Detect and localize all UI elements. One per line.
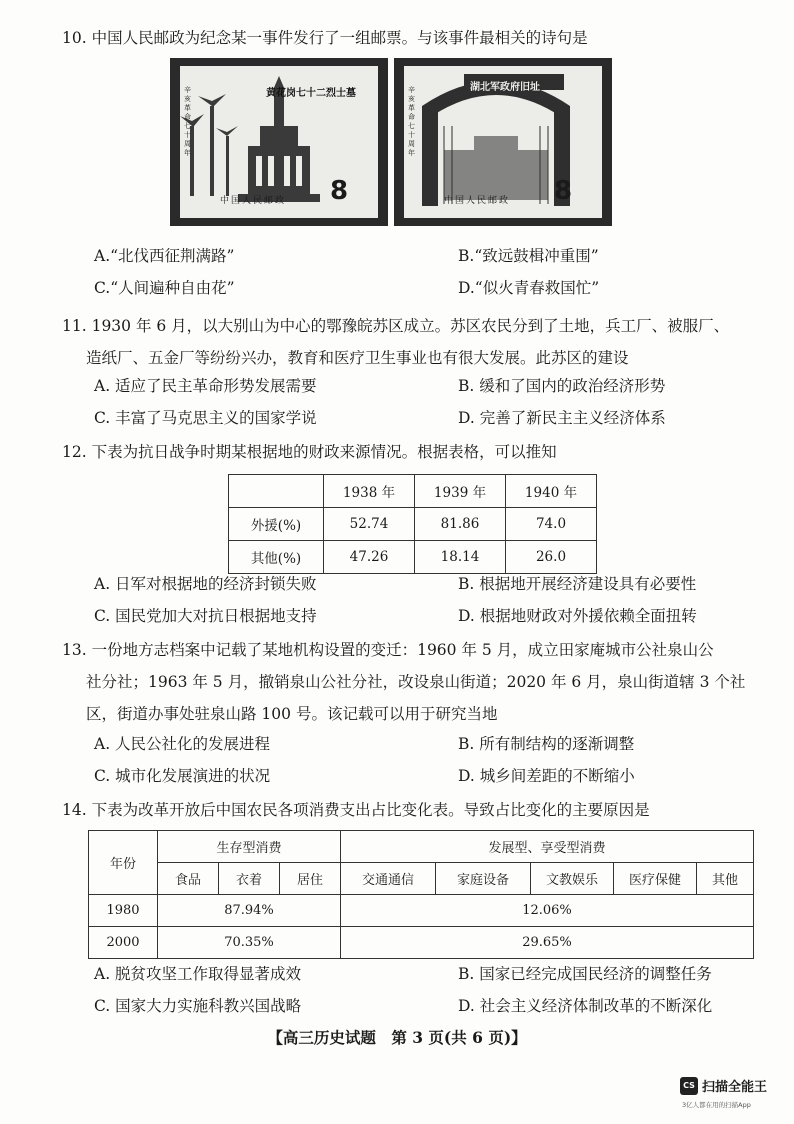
question-12-stem: 12. 下表为抗日战争时期某根据地的财政来源情况。根据表格，可以推知 bbox=[62, 443, 557, 461]
q14-consumption-table bbox=[88, 830, 754, 959]
q14-option-d: D. 社会主义经济体制改革的不断深化 bbox=[458, 997, 713, 1015]
table-subheader-cell: 文教娱乐 bbox=[531, 863, 614, 895]
q12-option-b: B. 根据地开展经济建设具有必要性 bbox=[458, 575, 697, 593]
q10-option-a: A.“北伐西征荆满路” bbox=[94, 247, 235, 265]
table-header-cell-group-2: 发展型、享受型消费 bbox=[341, 831, 754, 863]
table-cell: 47.26 bbox=[324, 541, 415, 574]
table-cell: 70.35% bbox=[158, 927, 341, 959]
table-subheader-cell: 其他 bbox=[697, 863, 754, 895]
q13-option-d: D. 城乡间差距的不断缩小 bbox=[458, 767, 635, 785]
table-header-row bbox=[229, 475, 597, 508]
stamp-hubei-post-label: 中国人民邮政 bbox=[444, 196, 511, 206]
q10-option-b: B.“致远鼓楫冲重围” bbox=[458, 247, 599, 265]
q12-finance-table bbox=[228, 474, 597, 574]
table-cell: 29.65% bbox=[341, 927, 754, 959]
page-footer: 【高三历史试题 第 3 页(共 6 页)】 bbox=[267, 1028, 527, 1047]
question-14 bbox=[62, 794, 650, 826]
table-header-cell-group-1: 生存型消费 bbox=[158, 831, 341, 863]
stamp-huanghuagang-side-text: 辛亥革命七十周年 bbox=[184, 86, 191, 157]
q10-option-d: D.“似火青春救国忙” bbox=[458, 279, 600, 297]
table-header-cell: 1940 年 bbox=[506, 475, 597, 508]
table-cell: 87.94% bbox=[158, 895, 341, 927]
stamp-huanghuagang-caption: 黄花岗七十二烈士墓 bbox=[266, 88, 356, 99]
camscanner-logo-icon: CS bbox=[680, 1077, 698, 1095]
q11-option-a: A. 适应了民主革命形势发展需要 bbox=[94, 377, 317, 395]
q12-option-c: C. 国民党加大对抗日根据地支持 bbox=[94, 607, 317, 625]
question-10-stem: 10. 中国人民邮政为纪念某一事件发行了一组邮票。与该事件最相关的诗句是 bbox=[62, 29, 588, 47]
scanner-watermark bbox=[680, 1076, 767, 1095]
stamp-huanghuagang-post-label: 中国人民邮政 bbox=[220, 196, 287, 206]
table-subheader-cell: 交通通信 bbox=[341, 863, 436, 895]
q10-option-c: C.“人间遍种自由花” bbox=[94, 279, 235, 297]
table-row bbox=[229, 541, 597, 574]
q13-option-b: B. 所有制结构的逐渐调整 bbox=[458, 735, 635, 753]
table-header-cell: 1939 年 bbox=[415, 475, 506, 508]
table-subheader-row bbox=[89, 863, 754, 895]
table-cell: 18.14 bbox=[415, 541, 506, 574]
q14-option-b: B. 国家已经完成国民经济的调整任务 bbox=[458, 965, 712, 983]
stamp-huanghuagang bbox=[170, 58, 388, 226]
question-13-line-1: 13. 一份地方志档案中记载了某地机构设置的变迁：1960 年 5 月，成立田家庵城市公社泉山公 bbox=[62, 641, 714, 659]
question-12 bbox=[62, 436, 557, 468]
question-10 bbox=[62, 22, 588, 54]
table-cell: 2000 bbox=[89, 927, 158, 959]
table-row bbox=[89, 927, 754, 959]
table-row bbox=[229, 508, 597, 541]
question-11-line-1: 11. 1930 年 6 月，以大别山为中心的鄂豫皖苏区成立。苏区农民分到了土地，兵工厂、被服厂、 bbox=[62, 317, 730, 335]
table-cell: 52.74 bbox=[324, 508, 415, 541]
table-header-row bbox=[89, 831, 754, 863]
question-11-line-2: 造纸厂、五金厂等纷纷兴办，教育和医疗卫生事业也有很大发展。此苏区的建设 bbox=[86, 349, 629, 367]
question-13-line-2: 社分社；1963 年 5 月，撤销泉山公社分社，改设泉山街道；2020 年 6 月，泉山街道辖 3 个社 bbox=[86, 673, 746, 691]
stamp-hubei-value: 8 bbox=[554, 176, 573, 206]
stamp-hubei-side-text: 辛亥革命七十周年 bbox=[408, 86, 415, 157]
question-11 bbox=[62, 310, 729, 374]
q12-option-a: A. 日军对根据地的经济封锁失败 bbox=[94, 575, 317, 593]
q14-option-a: A. 脱贫攻坚工作取得显著成效 bbox=[94, 965, 302, 983]
table-cell: 1980 bbox=[89, 895, 158, 927]
table-cell: 其他(%) bbox=[229, 541, 324, 574]
table-header-cell bbox=[229, 475, 324, 508]
table-cell: 外援(%) bbox=[229, 508, 324, 541]
table-cell: 12.06% bbox=[341, 895, 754, 927]
table-subheader-cell: 医疗保健 bbox=[614, 863, 697, 895]
table-subheader-cell: 衣着 bbox=[219, 863, 280, 895]
question-13 bbox=[62, 634, 745, 730]
q13-option-c: C. 城市化发展演进的状况 bbox=[94, 767, 271, 785]
table-subheader-cell: 居住 bbox=[280, 863, 341, 895]
table-subheader-cell: 家庭设备 bbox=[436, 863, 531, 895]
scanner-app-tagline: 3亿人都在用的扫描App bbox=[682, 1101, 751, 1109]
question-14-stem: 14. 下表为改革开放后中国农民各项消费支出占比变化表。导致占比变化的主要原因是 bbox=[62, 801, 650, 819]
q14-option-c: C. 国家大力实施科教兴国战略 bbox=[94, 997, 302, 1015]
q11-option-b: B. 缓和了国内的政治经济形势 bbox=[458, 377, 666, 395]
table-row bbox=[89, 895, 754, 927]
table-header-cell-year: 年份 bbox=[89, 831, 158, 895]
stamp-huanghuagang-value: 8 bbox=[330, 176, 349, 206]
q13-option-a: A. 人民公社化的发展进程 bbox=[94, 735, 271, 753]
table-cell: 74.0 bbox=[506, 508, 597, 541]
stamp-set bbox=[170, 58, 610, 226]
q12-option-d: D. 根据地财政对外援依赖全面扭转 bbox=[458, 607, 697, 625]
q11-option-c: C. 丰富了马克思主义的国家学说 bbox=[94, 409, 317, 427]
table-subheader-cell: 食品 bbox=[158, 863, 219, 895]
table-cell: 26.0 bbox=[506, 541, 597, 574]
stamp-hubei-caption: 湖北军政府旧址 bbox=[470, 82, 540, 93]
stamp-hubei-military-government bbox=[394, 58, 612, 226]
q11-option-d: D. 完善了新民主主义经济体系 bbox=[458, 409, 666, 427]
table-header-cell: 1938 年 bbox=[324, 475, 415, 508]
question-13-line-3: 区，街道办事处驻泉山路 100 号。该记载可以用于研究当地 bbox=[86, 705, 498, 723]
scanner-app-name: 扫描全能王 bbox=[702, 1080, 768, 1095]
table-cell: 81.86 bbox=[415, 508, 506, 541]
